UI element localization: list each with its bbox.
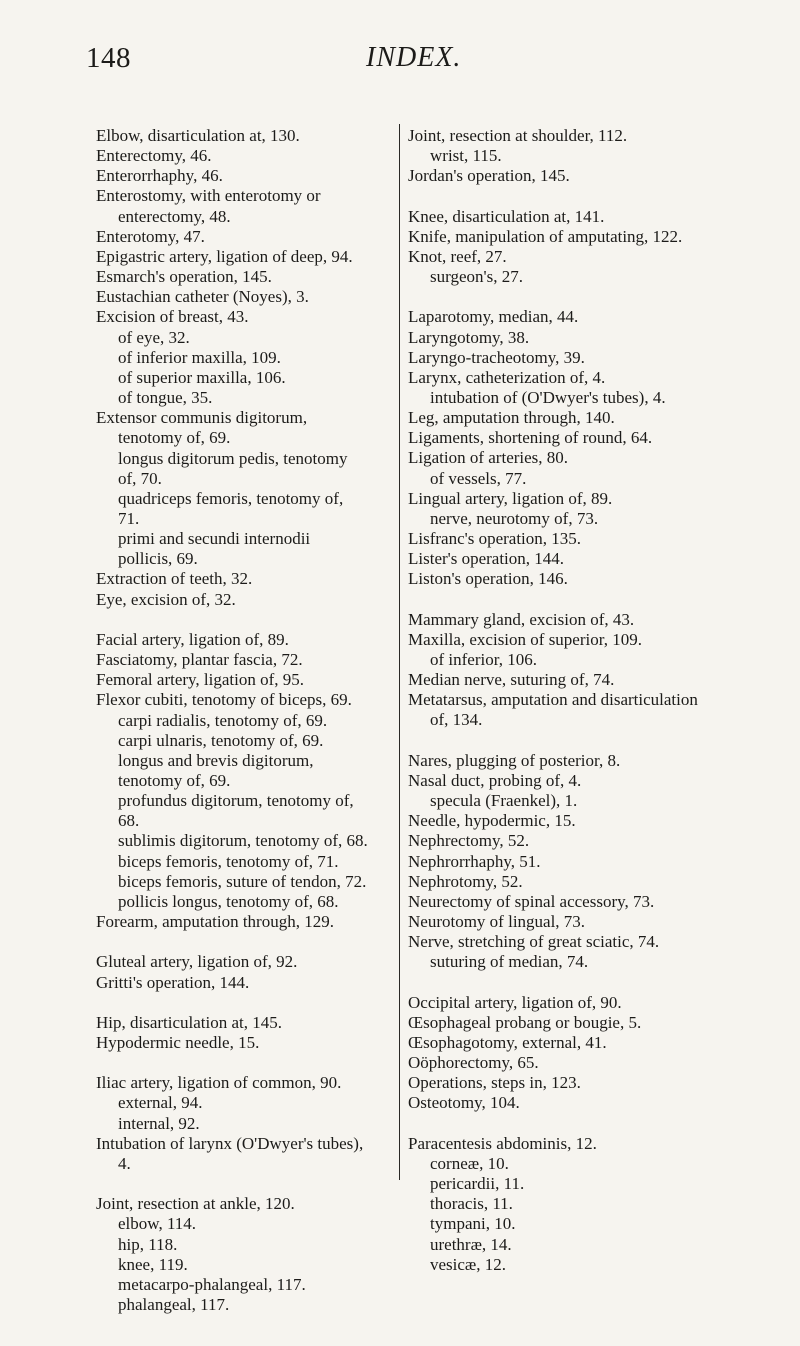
index-subentry: intubation of (O'Dwyer's tubes), 4. <box>430 388 666 407</box>
index-subentry: profundus digitorum, tenotomy of, 68. <box>118 791 354 831</box>
index-column-right <box>408 126 700 1295</box>
index-subentry: carpi radialis, tenotomy of, 69. <box>118 710 328 730</box>
index-entry: Œsophagotomy, external, 41. <box>408 1032 607 1052</box>
index-entry: Laryngo-tracheotomy, 39. <box>408 347 585 367</box>
index-subentry: suturing of median, 74. <box>430 952 589 972</box>
index-subentry: urethræ, 14. <box>430 1234 512 1254</box>
index-subentry: biceps femoris, suture of tendon, 72. <box>118 871 367 891</box>
index-entry: Lister's operation, 144. <box>408 549 565 569</box>
index-subentry: specula (Fraenkel), 1. <box>430 791 578 811</box>
index-entry: Liston's operation, 146. <box>408 569 568 589</box>
index-entry: Operations, steps in, 123. <box>408 1073 581 1093</box>
index-subentry: sublimis digitorum, tenotomy of, 68. <box>118 831 368 851</box>
index-subentry: external, 94. <box>118 1093 203 1113</box>
index-entry: Nerve, stretching of great sciatic, 74. <box>408 932 660 952</box>
index-entry: Occipital artery, ligation of, 90. <box>408 992 622 1012</box>
page-number: 148 <box>86 42 131 74</box>
index-subentry: longus and brevis digitorum, tenotomy of, 69. <box>118 750 314 790</box>
index-entry: Nephrectomy, 52. <box>408 831 530 851</box>
index-entry: Eye, excision of, 32. <box>96 589 236 609</box>
index-subentry: vesicæ, 12. <box>430 1254 507 1274</box>
index-entry: Oöphorectomy, 65. <box>408 1053 539 1073</box>
index-entry: Knee, disarticulation at, 141. <box>408 206 605 226</box>
index-entry: Leg, amputation through, 140. <box>408 408 615 428</box>
index-group <box>408 126 700 186</box>
index-entry: Knot, reef, 27. <box>408 246 507 266</box>
index-entry: Hypodermic needle, 15. <box>96 1032 260 1052</box>
index-entry: Enterotomy, 47. <box>96 226 205 246</box>
index-group <box>408 207 700 288</box>
index-entry: Eustachian catheter (Noyes), 3. <box>96 287 309 307</box>
index-entry: Extensor communis digitorum, tenotomy of, 69. <box>96 408 308 448</box>
index-subentry: longus digitorum pedis, tenotomy of, 70. <box>118 448 348 488</box>
index-entry: Gluteal artery, ligation of, 92. <box>96 952 298 972</box>
index-entry: Laparotomy, median, 44. <box>408 307 579 327</box>
index-subentry: of eye, 32. <box>118 327 190 347</box>
index-entry: Extraction of teeth, 32. <box>96 569 253 589</box>
index-group <box>408 751 700 973</box>
index-entry: Paracentesis abdominis, 12. <box>408 1133 597 1153</box>
index-group <box>96 1013 368 1053</box>
index-entry: Laryngotomy, 38. <box>408 327 530 347</box>
index-entry: Forearm, amputation through, 129. <box>96 912 334 932</box>
index-entry: Metatarsus, amputation and disarticulation of, 134. <box>408 690 698 730</box>
index-entry: Ligaments, shortening of round, 64. <box>408 428 653 448</box>
index-subentry: thoracis, 11. <box>430 1194 513 1214</box>
index-entry: Hip, disarticulation at, 145. <box>96 1012 283 1032</box>
index-entry: Excision of breast, 43. <box>96 307 249 327</box>
index-subentry: quadriceps femoris, tenotomy of, 71. <box>118 488 344 528</box>
index-subentry: surgeon's, 27. <box>430 267 523 287</box>
index-subentry: tympani, 10. <box>430 1214 516 1234</box>
index-group <box>408 610 700 731</box>
index-entry: Nephrorrhaphy, 51. <box>408 851 541 871</box>
index-entry: Lisfranc's operation, 135. <box>408 529 582 549</box>
index-entry: Jordan's operation, 145. <box>408 166 570 186</box>
index-entry: Femoral artery, ligation of, 95. <box>96 670 305 690</box>
index-entry: Intubation of larynx (O'Dwyer's tubes), 4. <box>96 1133 364 1173</box>
index-subentry: primi and secundi internodii pollicis, 69. <box>118 529 311 569</box>
index-subentry: of superior maxilla, 106. <box>118 367 286 387</box>
index-subentry: of inferior maxilla, 109. <box>118 347 281 367</box>
index-entry: Knife, manipulation of amputating, 122. <box>408 226 683 246</box>
index-entry: Elbow, disarticulation at, 130. <box>96 126 300 145</box>
index-group <box>408 993 700 1114</box>
index-subentry: carpi ulnaris, tenotomy of, 69. <box>118 730 324 750</box>
index-entry: Ligation of arteries, 80. <box>408 448 569 468</box>
page-title: INDEX. <box>366 42 462 73</box>
index-entry: Neurotomy of lingual, 73. <box>408 912 586 932</box>
index-subentry: corneæ, 10. <box>430 1153 509 1173</box>
index-subentry: hip, 118. <box>118 1234 178 1254</box>
index-subentry: metacarpo-phalangeal, 117. <box>118 1274 306 1294</box>
index-entry: Neurectomy of spinal accessory, 73. <box>408 891 655 911</box>
index-subentry: of inferior, 106. <box>430 650 537 670</box>
index-group <box>96 126 368 610</box>
index-entry: Œsophageal probang or bougie, 5. <box>408 1012 642 1032</box>
index-group <box>96 1194 368 1315</box>
index-entry: Needle, hypodermic, 15. <box>408 811 576 831</box>
index-entry: Gritti's operation, 144. <box>96 972 250 992</box>
index-entry: Iliac artery, ligation of common, 90. <box>96 1073 342 1093</box>
index-subentry: biceps femoris, tenotomy of, 71. <box>118 851 339 871</box>
index-subentry: of vessels, 77. <box>430 468 527 488</box>
index-subentry: internal, 92. <box>118 1113 200 1133</box>
index-entry: Maxilla, excision of superior, 109. <box>408 629 642 649</box>
index-entry: Epigastric artery, ligation of deep, 94. <box>96 246 353 266</box>
index-entry: Enterectomy, 46. <box>96 146 212 166</box>
index-entry: Osteotomy, 104. <box>408 1093 520 1113</box>
index-subentry: wrist, 115. <box>430 146 502 166</box>
index-column-left <box>96 126 368 1335</box>
index-entry: Joint, resection at ankle, 120. <box>96 1194 295 1214</box>
index-entry: Nephrotomy, 52. <box>408 871 523 891</box>
index-group <box>408 1134 700 1275</box>
index-subentry: knee, 119. <box>118 1254 188 1274</box>
index-entry: Larynx, catheterization of, 4. <box>408 367 606 387</box>
index-entry: Joint, resection at shoulder, 112. <box>408 126 628 145</box>
index-subentry: nerve, neurotomy of, 73. <box>430 508 599 528</box>
index-group <box>408 307 700 589</box>
index-entry: Enterostomy, with enterotomy or enterectomy, 48. <box>96 186 321 226</box>
index-subentry: pericardii, 11. <box>430 1174 525 1194</box>
index-group <box>96 630 368 932</box>
index-entry: Esmarch's operation, 145. <box>96 267 272 287</box>
index-entry: Median nerve, suturing of, 74. <box>408 670 615 690</box>
index-entry: Enterorrhaphy, 46. <box>96 166 223 186</box>
index-entry: Nares, plugging of posterior, 8. <box>408 750 621 770</box>
index-subentry: phalangeal, 117. <box>118 1294 230 1314</box>
index-entry: Fasciatomy, plantar fascia, 72. <box>96 650 303 670</box>
index-group <box>96 1073 368 1174</box>
index-entry: Nasal duct, probing of, 4. <box>408 770 582 790</box>
index-group <box>96 952 368 992</box>
index-subentry: elbow, 114. <box>118 1214 197 1234</box>
column-divider <box>399 124 400 1180</box>
index-entry: Facial artery, ligation of, 89. <box>96 629 289 649</box>
index-subentry: of tongue, 35. <box>118 388 213 408</box>
index-entry: Lingual artery, ligation of, 89. <box>408 488 613 508</box>
index-entry: Flexor cubiti, tenotomy of biceps, 69. <box>96 690 352 710</box>
index-entry: Mammary gland, excision of, 43. <box>408 609 635 629</box>
index-subentry: pollicis longus, tenotomy of, 68. <box>118 891 339 911</box>
